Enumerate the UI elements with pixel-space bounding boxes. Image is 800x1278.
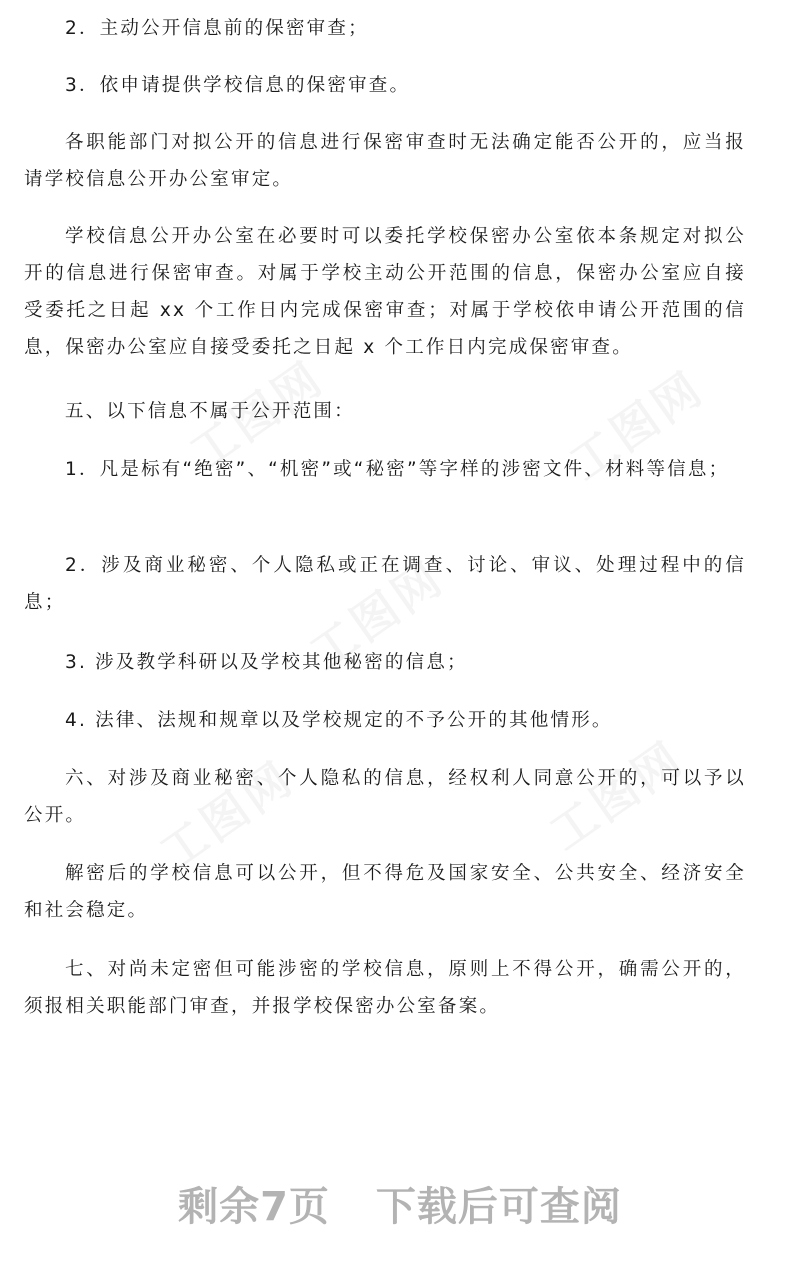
- list-item-2-privacy: 2．涉及商业秘密、个人隐私或正在调查、讨论、审议、处理过程中的信息；: [24, 555, 746, 613]
- remaining-pages-text: 剩余7页: [178, 1184, 330, 1230]
- paragraph-delegation: 学校信息公开办公室在必要时可以委托学校保密办公室依本条规定对拟公开的信息进行保密审查。对属于学校主动公开范围的信息，保密办公室应自接受委托之日起 xx 个工作日内完成保密审查；对属于学校依申请公开范围的信息，保密办公室应自接受委托之日起 x 个工作日内完成保密审查。: [24, 226, 746, 358]
- paragraph-declassified: 解密后的学校信息可以公开，但不得危及国家安全、公共安全、经济安全和社会稳定。: [24, 863, 746, 921]
- list-item-1-classified: 1．凡是标有“绝密”、“机密”或“秘密”等字样的涉密文件、材料等信息；: [65, 459, 730, 480]
- list-item-4-legal: 4. 法律、法规和规章以及学校规定的不予公开的其他情形。: [65, 710, 613, 731]
- paragraph-review-uncertain: 各职能部门对拟公开的信息进行保密审查时无法确定能否公开的，应当报请学校信息公开办公室审定。: [24, 132, 746, 190]
- section-heading-5: 五、以下信息不属于公开范围：: [65, 401, 355, 422]
- download-to-view-text: 下载后可查阅: [375, 1184, 622, 1230]
- section-7: 七、对尚未定密但可能涉密的学校信息，原则上不得公开，确需公开的，须报相关职能部门审查，并报学校保密办公室备案。: [24, 959, 746, 1017]
- list-item-3: 3．依申请提供学校信息的保密审查。: [65, 75, 411, 96]
- list-item-2: 2．主动公开信息前的保密审查；: [65, 18, 369, 39]
- section-6: 六、对涉及商业秘密、个人隐私的信息，经权利人同意公开的，可以予以公开。: [24, 768, 746, 826]
- list-item-3-research: 3. 涉及教学科研以及学校其他秘密的信息；: [65, 652, 468, 673]
- download-banner[interactable]: [0, 1175, 800, 1232]
